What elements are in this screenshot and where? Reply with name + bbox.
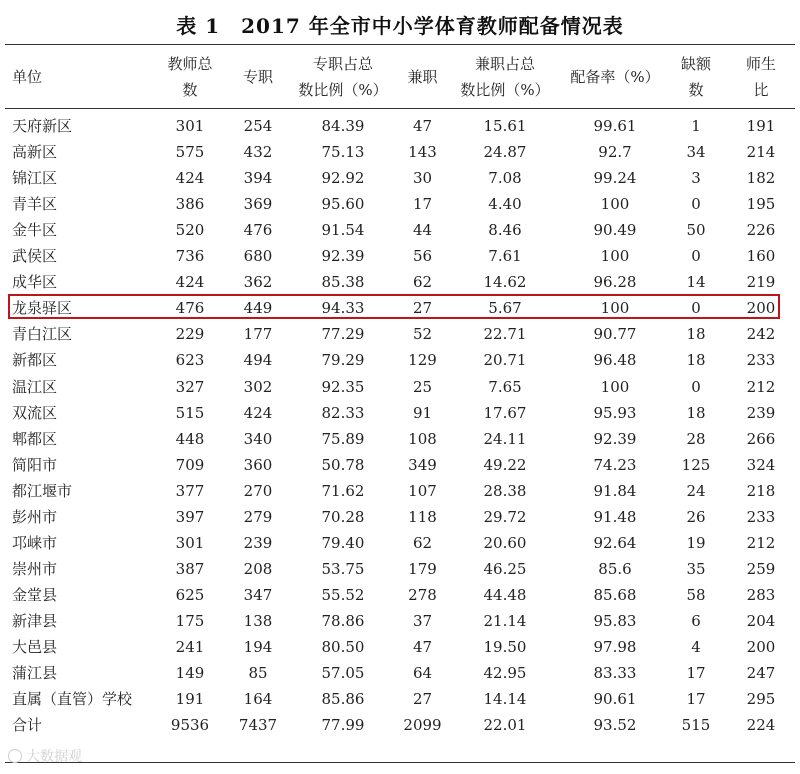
cell-part-time-ratio: 24.11 [483,429,527,448]
cell-part-time-ratio: 19.50 [483,638,527,656]
cell-shortage: 34 [686,143,706,162]
cell-total: 191 [175,690,205,709]
table-row [0,426,800,452]
cell-part-time-ratio: 8.46 [488,221,522,240]
cell-full-time-ratio: 75.89 [321,429,365,448]
cell-shortage: 0 [691,247,701,266]
header-total-line: 教师总 [167,55,213,73]
cell-shortage: 3 [691,169,701,188]
header-staffing-rate [565,48,665,106]
cell-part-time-ratio: 46.25 [483,559,527,578]
cell-full-time-ratio: 55.52 [321,585,365,604]
cell-full-time-ratio: 92.92 [321,169,365,188]
cell-student-teacher-ratio: 247 [746,664,776,683]
cell-full-time-ratio: 75.13 [321,143,365,162]
watermark-text: 大数据观 [26,749,82,765]
cell-unit: 崇州市 [12,559,58,578]
cell-part-time: 62 [412,273,433,292]
table-row [0,400,800,426]
cell-full-time: 680 [243,247,273,266]
cell-unit: 郫都区 [12,429,58,448]
cell-part-time-ratio: 5.67 [488,299,522,318]
cell-total: 387 [175,559,205,578]
table-row [0,582,800,608]
cell-shortage: 18 [686,351,706,370]
header-part-time-ratio-line: 兼职占总 [474,55,535,73]
table-row [0,660,800,686]
cell-student-teacher-ratio: 204 [746,611,776,630]
cell-unit: 邛崃市 [12,533,58,552]
header-shortage [668,48,724,106]
total-row [0,712,800,738]
cell-shortage: 26 [686,507,706,526]
cell-staffing-rate: 74.23 [593,455,637,474]
cell-shortage: 18 [686,403,706,422]
cell-shortage: 0 [691,299,701,318]
cell-part-time-ratio: 21.14 [483,611,527,630]
cell-total: 301 [175,533,205,552]
header-full-time-ratio [298,48,388,106]
cell-unit: 高新区 [12,143,58,162]
cell-unit: 简阳市 [12,455,58,474]
cell-shortage: 125 [681,455,711,474]
cell-full-time: 362 [243,273,273,292]
cell-unit: 锦江区 [12,169,58,188]
cell-part-time-ratio: 15.61 [483,117,527,135]
header-staffing-rate-line: 配备率（%） [570,68,660,86]
cell-total: 9536 [170,716,210,735]
cell-student-teacher-ratio: 212 [746,377,776,396]
cell-part-time-ratio: 14.62 [483,273,527,292]
cell-part-time-ratio: 44.48 [483,585,527,604]
cell-full-time: 449 [243,299,273,318]
cell-shortage: 17 [686,664,706,683]
cell-part-time-ratio: 20.60 [483,533,527,552]
cell-full-time-ratio: 95.60 [321,195,365,214]
table-row [0,452,800,478]
header-full-time-line: 专职 [242,68,273,86]
cell-full-time-ratio: 77.99 [321,716,365,735]
cell-student-teacher-ratio: 160 [746,247,776,266]
cell-student-teacher-ratio: 266 [746,429,776,448]
cell-student-teacher-ratio: 242 [746,325,776,344]
cell-part-time-ratio: 7.65 [488,377,522,396]
cell-full-time-ratio: 79.40 [321,533,365,552]
table-row [0,634,800,660]
cell-student-teacher-ratio: 233 [746,507,776,526]
cell-part-time-ratio: 17.67 [483,403,527,422]
cell-unit: 彭州市 [12,507,58,526]
cell-shortage: 18 [686,325,706,344]
cell-staffing-rate: 91.84 [593,481,637,500]
cell-full-time: 138 [243,611,273,630]
cell-total: 709 [175,455,205,474]
cell-full-time: 424 [243,403,273,422]
cell-shortage: 17 [686,690,706,709]
cell-unit: 新都区 [12,351,58,370]
cell-full-time: 208 [243,559,273,578]
cell-part-time: 143 [408,143,437,162]
cell-staffing-rate: 83.33 [593,664,637,683]
cell-full-time-ratio: 85.86 [321,690,365,709]
cell-student-teacher-ratio: 200 [746,638,776,656]
cell-total: 301 [175,117,205,135]
cell-full-time: 394 [243,169,273,188]
cell-full-time: 254 [243,117,273,135]
cell-student-teacher-ratio: 218 [746,481,776,500]
header-student-teacher-ratio-line: 比 [753,81,769,99]
cell-part-time: 91 [412,403,433,422]
cell-full-time: 360 [243,455,273,474]
table-row [0,374,800,400]
header-student-teacher-ratio-line: 师生 [745,55,776,73]
cell-unit: 成华区 [12,273,58,292]
cell-unit: 直属（直管）学校 [12,690,133,709]
cell-full-time: 476 [243,221,273,240]
cell-unit: 新津县 [12,611,58,630]
table-row [0,556,800,582]
cell-full-time-ratio: 85.38 [321,273,365,292]
cell-shortage: 4 [691,638,701,656]
watermark-logo-icon [8,749,22,763]
cell-unit: 金堂县 [12,585,58,604]
header-full-time-ratio-line: 数比例（%） [298,81,388,99]
table-row [0,478,800,504]
cell-student-teacher-ratio: 195 [746,195,776,214]
cell-total: 736 [175,247,205,266]
cell-staffing-rate: 91.48 [593,507,637,526]
cell-unit: 天府新区 [12,117,73,135]
cell-total: 515 [175,403,205,422]
cell-student-teacher-ratio: 324 [746,455,776,474]
header-part-time-line: 兼职 [407,68,438,86]
cell-part-time: 47 [412,117,433,135]
cell-total: 625 [175,585,205,604]
cell-staffing-rate: 85.6 [598,559,632,578]
cell-full-time-ratio: 80.50 [321,638,365,656]
cell-full-time-ratio: 50.78 [321,455,365,474]
cell-full-time: 369 [243,195,273,214]
cell-total: 241 [175,638,205,656]
header-total-line: 数 [182,81,198,99]
cell-staffing-rate: 100 [600,247,630,266]
header-part-time [395,48,450,106]
cell-part-time: 118 [408,507,437,526]
table-row [0,686,800,712]
cell-staffing-rate: 92.7 [598,143,632,162]
cell-unit: 金牛区 [12,221,58,240]
cell-student-teacher-ratio: 295 [746,690,776,709]
cell-part-time-ratio: 28.38 [483,481,527,500]
cell-part-time: 52 [412,325,433,344]
cell-staffing-rate: 96.48 [593,351,637,370]
cell-shortage: 1 [691,117,701,135]
cell-total: 424 [175,273,205,292]
cell-unit: 大邑县 [12,638,58,656]
cell-part-time: 56 [412,247,433,266]
cell-full-time-ratio: 94.33 [321,299,365,318]
cell-full-time: 239 [243,533,273,552]
cell-part-time: 179 [408,559,437,578]
cell-full-time: 194 [243,638,273,656]
table-row [0,347,800,373]
cell-shortage: 58 [686,585,706,604]
header-part-time-ratio-line: 数比例（%） [460,81,550,99]
header-full-time-ratio-line: 专职占总 [312,55,373,73]
cell-full-time-ratio: 57.05 [321,664,365,683]
table-row [0,217,800,243]
cell-total: 476 [175,299,205,318]
cell-unit: 温江区 [12,377,58,396]
cell-unit: 青白江区 [12,325,73,344]
cell-student-teacher-ratio: 259 [746,559,776,578]
table-row [0,530,800,556]
cell-part-time-ratio: 20.71 [483,351,527,370]
cell-part-time-ratio: 24.87 [483,143,527,162]
cell-total: 229 [175,325,205,344]
cell-part-time: 37 [412,611,433,630]
cell-part-time-ratio: 14.14 [483,690,527,709]
cell-total: 386 [175,195,205,214]
cell-full-time-ratio: 91.54 [321,221,365,240]
cell-student-teacher-ratio: 283 [746,585,776,604]
cell-student-teacher-ratio: 226 [746,221,776,240]
cell-full-time-ratio: 82.33 [321,403,365,422]
cell-total: 520 [175,221,205,240]
cell-full-time-ratio: 78.86 [321,611,365,630]
cell-student-teacher-ratio: 233 [746,351,776,370]
cell-student-teacher-ratio: 200 [746,299,776,318]
watermark [8,746,82,766]
table-row [0,321,800,347]
cell-part-time-ratio: 49.22 [483,455,527,474]
bottom-rule [5,762,795,763]
cell-full-time: 270 [243,481,273,500]
cell-part-time: 27 [412,690,433,709]
top-rule [5,44,795,45]
cell-staffing-rate: 92.39 [593,429,637,448]
cell-full-time-ratio: 92.35 [321,377,365,396]
cell-staffing-rate: 90.49 [593,221,637,240]
cell-total: 377 [175,481,205,500]
cell-staffing-rate: 99.24 [593,169,637,188]
cell-full-time: 177 [243,325,273,344]
cell-staffing-rate: 100 [600,299,630,318]
cell-part-time: 27 [412,299,433,318]
cell-staffing-rate: 97.98 [593,638,637,656]
cell-part-time: 17 [412,195,433,214]
cell-full-time: 85 [248,664,268,683]
cell-part-time: 107 [408,481,437,500]
cell-staffing-rate: 99.61 [593,117,637,135]
cell-shortage: 14 [686,273,706,292]
header-shortage-line: 缺额 [680,55,711,73]
cell-unit: 合计 [12,716,43,735]
cell-staffing-rate: 93.52 [593,716,637,735]
cell-full-time: 340 [243,429,273,448]
table-row [0,269,800,295]
cell-full-time-ratio: 92.39 [321,247,365,266]
cell-shortage: 50 [686,221,706,240]
header-total [160,48,220,106]
cell-staffing-rate: 90.77 [593,325,637,344]
cell-shortage: 28 [686,429,706,448]
cell-shortage: 24 [686,481,706,500]
cell-part-time: 44 [412,221,433,240]
cell-total: 175 [175,611,205,630]
cell-unit: 龙泉驿区 [12,299,73,318]
cell-staffing-rate: 90.61 [593,690,637,709]
table-title: 表 1 2017 年全市中小学体育教师配备情况表 [176,14,624,38]
cell-total: 424 [175,169,205,188]
cell-part-time: 129 [408,351,437,370]
cell-part-time: 108 [408,429,437,448]
cell-part-time-ratio: 7.08 [488,169,522,188]
cell-part-time-ratio: 29.72 [483,507,527,526]
cell-total: 623 [175,351,205,370]
cell-full-time: 432 [243,143,273,162]
cell-unit: 武侯区 [12,247,58,266]
cell-unit: 双流区 [12,403,58,422]
table-row [0,139,800,165]
cell-student-teacher-ratio: 214 [746,143,776,162]
cell-full-time: 302 [243,377,273,396]
cell-full-time: 494 [243,351,273,370]
cell-student-teacher-ratio: 224 [746,716,776,735]
header-full-time [228,48,288,106]
cell-staffing-rate: 95.83 [593,611,637,630]
cell-full-time-ratio: 71.62 [321,481,365,500]
cell-full-time-ratio: 84.39 [321,117,365,135]
header-shortage-line: 数 [688,81,704,99]
header-unit [12,48,162,106]
cell-part-time: 349 [408,455,437,474]
cell-total: 149 [175,664,205,683]
cell-part-time: 25 [412,377,433,396]
cell-full-time: 279 [243,507,273,526]
cell-full-time: 347 [243,585,273,604]
cell-part-time: 30 [412,169,433,188]
cell-total: 327 [175,377,205,396]
cell-part-time-ratio: 7.61 [488,247,522,266]
table-row [0,608,800,634]
cell-part-time-ratio: 42.95 [483,664,527,683]
header-rule [5,108,795,109]
table-row [0,113,800,139]
cell-part-time: 64 [412,664,433,683]
header-student-teacher-ratio [730,48,792,106]
cell-shortage: 515 [681,716,711,735]
cell-staffing-rate: 92.64 [593,533,637,552]
header-part-time-ratio [455,48,555,106]
cell-shortage: 0 [691,377,701,396]
cell-part-time-ratio: 22.71 [483,325,527,344]
table-row [0,504,800,530]
cell-unit: 青羊区 [12,195,58,214]
cell-staffing-rate: 96.28 [593,273,637,292]
cell-full-time-ratio: 79.29 [321,351,365,370]
highlight-box [8,294,780,319]
cell-staffing-rate: 95.93 [593,403,637,422]
header-unit-line: 单位 [12,68,43,86]
cell-student-teacher-ratio: 182 [746,169,776,188]
cell-staffing-rate: 100 [600,195,630,214]
cell-staffing-rate: 85.68 [593,585,637,604]
cell-part-time: 278 [408,585,437,604]
cell-student-teacher-ratio: 239 [746,403,776,422]
cell-full-time-ratio: 77.29 [321,325,365,344]
cell-shortage: 6 [691,611,701,630]
cell-part-time: 2099 [403,716,442,735]
cell-full-time: 7437 [238,716,278,735]
cell-full-time-ratio: 70.28 [321,507,365,526]
cell-total: 397 [175,507,205,526]
cell-total: 575 [175,143,205,162]
cell-unit: 蒲江县 [12,664,58,683]
cell-shortage: 0 [691,195,701,214]
cell-staffing-rate: 100 [600,377,630,396]
cell-shortage: 19 [686,533,706,552]
cell-part-time-ratio: 4.40 [488,195,522,214]
table-row [0,165,800,191]
cell-part-time: 62 [412,533,433,552]
cell-shortage: 35 [686,559,706,578]
cell-part-time-ratio: 22.01 [483,716,527,735]
cell-student-teacher-ratio: 219 [746,273,776,292]
cell-part-time: 47 [412,638,433,656]
table-row [0,191,800,217]
table-row [0,243,800,269]
cell-student-teacher-ratio: 191 [746,117,776,135]
cell-full-time-ratio: 53.75 [321,559,365,578]
cell-total: 448 [175,429,205,448]
cell-student-teacher-ratio: 212 [746,533,776,552]
cell-unit: 都江堰市 [12,481,73,500]
cell-full-time: 164 [243,690,273,709]
